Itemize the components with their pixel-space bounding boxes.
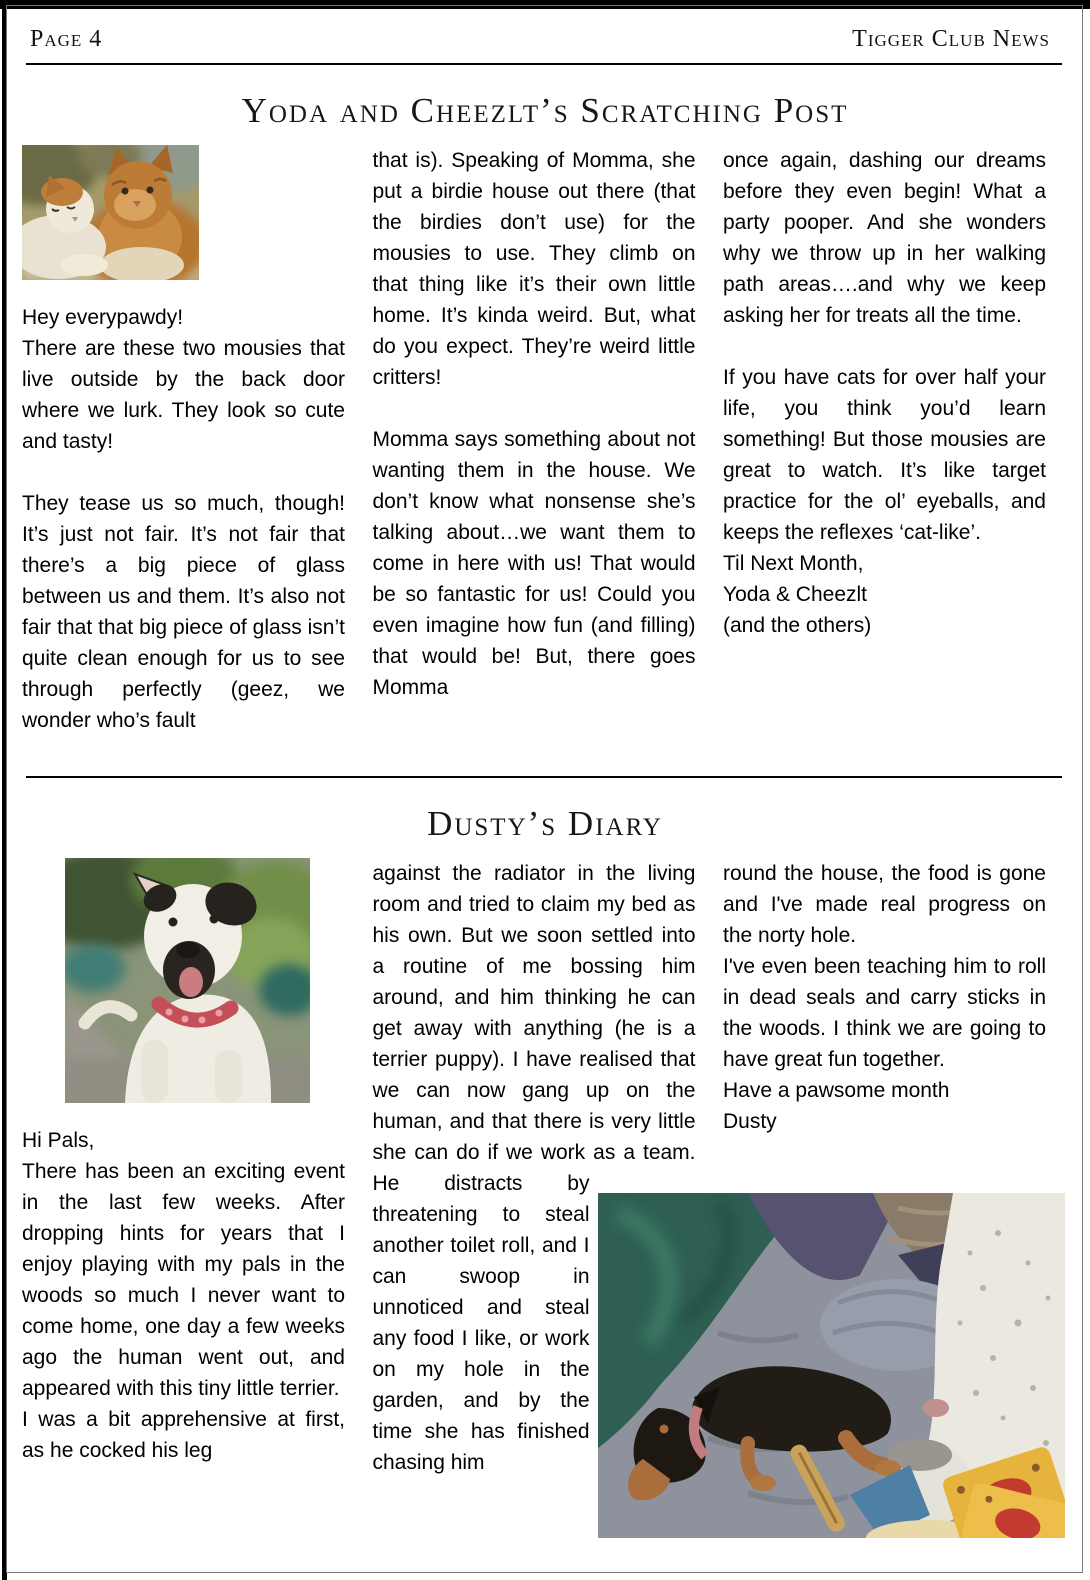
article2-col1-paragraph: There has been an exciting event in the last few weeks. After dropping hints for years that I enjoy playing with my pals in the woods so much I never want to come home, one day a few weeks ago the human went out, and appeared with this tiny little terrier.	[22, 1160, 345, 1400]
top-border-bar	[0, 0, 1090, 9]
article2-title: Dusty’s Diary	[427, 804, 663, 843]
article2-col3-paragraph: round the house, the food is gone and I've made real progress on the norty hole.	[723, 862, 1046, 947]
article1-column-3	[723, 145, 1046, 736]
article1-col3-paragraph: once again, dashing our dreams before they even begin! What a party pooper. And she wonders why we throw up in her walking path areas….and why we keep asking her for treats all the time.	[723, 149, 1046, 327]
article2-col3-paragraph: I've even been teaching him to roll in dead seals and carry sticks in the woods. I think we are going to have great fun together.	[723, 955, 1046, 1071]
article1-col1-paragraph: Hey everypawdy!	[22, 306, 184, 329]
article1-column-2	[373, 145, 696, 736]
article2-column-1	[22, 858, 345, 1580]
article2-signature: Dusty	[723, 1110, 777, 1133]
article1-title: Yoda and Cheezlt’s Scratching Post	[241, 91, 849, 130]
dogs-sleeping-photo	[598, 1193, 1065, 1538]
header-rule	[26, 63, 1062, 65]
article1-signoff: Til Next Month,	[723, 552, 864, 575]
article1-columns	[0, 145, 1090, 736]
article1-col2-paragraph: Momma says something about not wanting them in the house. We don’t know what nonsense she’s talking about…we want them to come in here with us! That would be so fantastic for us! Could you even imagine how fun (and filling) that would be! But, there goes Momma	[372, 428, 696, 699]
article1-signature: Yoda & Cheezlt	[723, 583, 867, 606]
article1-col1-paragraph: There are these two mousies that live outside by the back door where we lurk. They look so cute and tasty!	[22, 337, 345, 453]
article1-signature-note: (and the others)	[723, 614, 872, 637]
article2-col2-paragraph: against the radiator in the living room and tried to claim my bed as his own. But we soon settled into a routine of me bossing him around, and him thinking he can get away with anything (he is a terrier puppy). I have realised that we can now gang up on the human, and that there is very little she can do if we work as a team. He distracts by threatening to steal another toilet roll, and I can swoop in unnoticed and steal any food I like, or work on my hole in the garden, and by the time she has finished chasing him	[372, 862, 696, 1474]
article1-col3-paragraph: If you have cats for over half your life, you think you’d learn something! But those mousies are great to watch. It’s like target practice for the ol’ eyeballs, and keeps the reflexes ‘cat-like’.	[723, 366, 1046, 544]
article1-col2-paragraph: that is). Speaking of Momma, she put a birdie house out there (that the birdies don’t use) for the mousies to use. They climb on that thing like it’s their own little home. It’s kinda weird. But, what do you expect. They’re weird little critters!	[372, 149, 696, 389]
cats-photo	[22, 145, 199, 280]
page-number: Page 4	[30, 26, 103, 52]
article1-column-1	[22, 145, 345, 736]
dusty-dog-photo	[65, 858, 310, 1103]
newsletter-name: Tigger Club News	[852, 26, 1050, 52]
page-header	[30, 26, 1050, 53]
left-border-bar	[2, 0, 7, 1580]
article-divider-rule	[26, 776, 1062, 778]
article1-col1-paragraph: They tease us so much, though! It’s just not fair. It’s not fair that there’s a big piece of glass between us and them. It’s also not fair that that big piece of glass isn’t quite clean enough for us to see through perfectly (geez, we wonder who’s fault	[22, 492, 345, 732]
article2-col1-paragraph: Hi Pals,	[22, 1129, 95, 1152]
article2-col1-paragraph: I was a bit apprehensive at first, as he cocked his leg	[22, 1408, 345, 1462]
article2-signoff: Have a pawsome month	[723, 1079, 950, 1102]
